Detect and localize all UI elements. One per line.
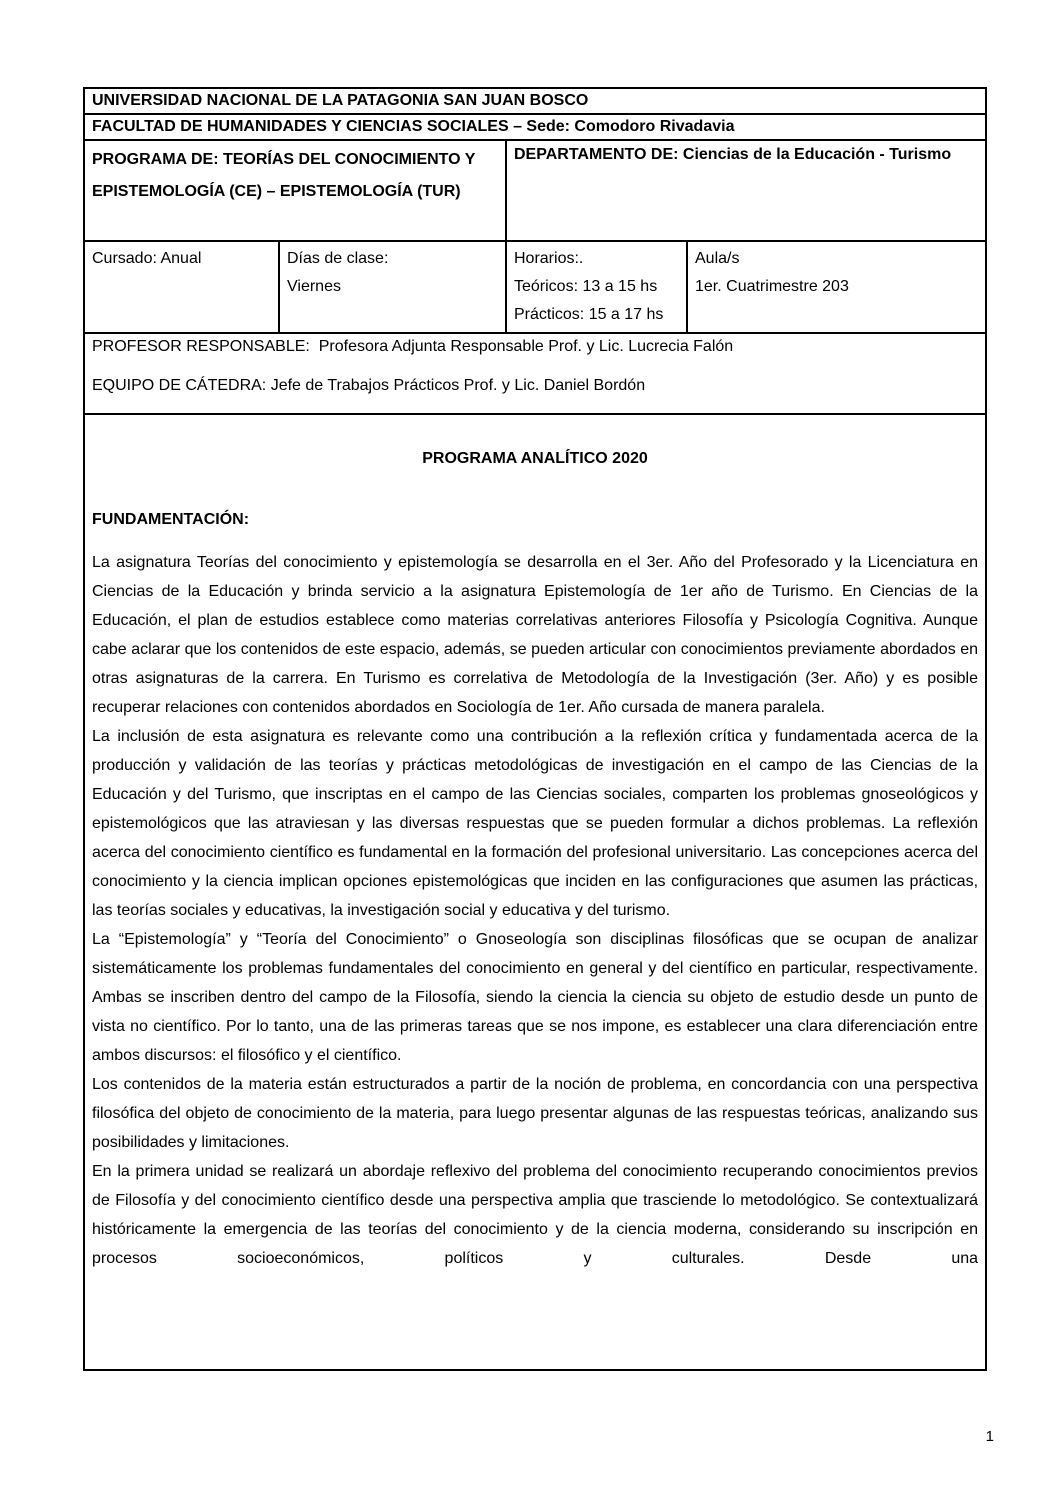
page-number: 1: [985, 1428, 994, 1445]
teaching-team: EQUIPO DE CÁTEDRA: Jefe de Trabajos Prácticos Prof. y Lic. Daniel Bordón: [92, 377, 646, 394]
faculty-name: FACULTAD DE HUMANIDADES Y CIENCIAS SOCIALES – Sede: Comodoro Rivadavia: [84, 114, 986, 140]
classroom-value: 1er. Cuatrimestre 203: [695, 278, 849, 295]
class-days-value: Viernes: [287, 278, 341, 295]
hours-cell: [506, 241, 687, 333]
paragraph: La asignatura Teorías del conocimiento y epistemología se desarrolla en el 3er. Año del Profesorado y la Licenciatura en Ciencias de la Educación y brinda servicio a la asignatura Epistemología de 1er año de Turismo. En Ciencias de la Educación, el plan de estudios establece como materias correlativas anteriores Filosofía y Psicología Cognitiva. Aunque cabe aclarar que los contenidos de este espacio, además, se pueden articular con conocimientos previamente abordados en otras asignaturas de la carrera. En Turismo es correlativa de Metodología de la Investigación (3er. Año) y es posible recuperar relaciones con contenidos abordados en Sociología de 1er. Año cursada de manera paralela.: [92, 554, 979, 716]
schedule-row: [84, 241, 986, 333]
program-title: PROGRAMA DE: TEORÍAS DEL CONOCIMIENTO Y EPISTEMOLOGÍA (CE) – EPISTEMOLOGÍA (TUR): [84, 140, 506, 241]
program-department-row: [84, 140, 986, 241]
classroom-cell: [687, 241, 986, 333]
classroom-label: Aula/s: [695, 250, 740, 267]
class-days-label: Días de clase:: [287, 250, 389, 267]
cursado-cell: [84, 241, 279, 333]
cursado-value: Cursado: Anual: [92, 250, 202, 267]
staff-row: [84, 333, 986, 414]
paragraph: Los contenidos de la materia están estructurados a partir de la noción de problema, en concordancia con una perspectiva filosófica del objeto de conocimiento de la materia, para luego presentar algunas de las respuestas teóricas, analizando sus posibilidades y limitaciones.: [92, 1076, 979, 1151]
hours-label: Horarios:.: [514, 250, 584, 267]
hours-practice: Prácticos: 15 a 17 hs: [514, 306, 664, 323]
program-body-cell: [84, 414, 986, 1370]
university-row: [84, 88, 986, 114]
program-body-row: [84, 414, 986, 1370]
class-days-cell: [279, 241, 506, 333]
fundamentacion-text: [92, 548, 978, 1273]
department-name: DEPARTAMENTO DE: Ciencias de la Educación - Turismo: [506, 140, 986, 241]
university-name: UNIVERSIDAD NACIONAL DE LA PATAGONIA SAN JUAN BOSCO: [84, 88, 986, 114]
paragraph: La inclusión de esta asignatura es relevante como una contribución a la reflexión crítica y fundamentada acerca de la producción y validación de las teorías y prácticas metodológicas de investigación en el campo de las Ciencias de la Educación y del Turismo, que inscriptas en el campo de las Ciencias sociales, comparten los problemas gnoseológicos y epistemológicos que las atraviesan y las diversas respuestas que se pueden formular a dichos problemas. La reflexión acerca del conocimiento científico es fundamental en la formación del profesional universitario. Las concepciones acerca del conocimiento y la ciencia implican opciones epistemológicas que inciden en las configuraciones que asumen las prácticas, las teorías sociales y educativas, la investigación social y educativa y del turismo.: [92, 728, 979, 919]
fundamentacion-heading: FUNDAMENTACIÓN:: [92, 511, 250, 528]
paragraph: En la primera unidad se realizará un abordaje reflexivo del problema del conocimiento recuperando conocimientos previos de Filosofía y del conocimiento científico desde una perspectiva amplia que trasciende lo metodológico. Se contextualizará históricamente la emergencia de las teorías del conocimiento y de la ciencia moderna, considerando su inscripción en procesos socioeconómicos, políticos y culturales. Desde una: [92, 1163, 979, 1267]
faculty-row: [84, 114, 986, 140]
hours-theory: Teóricos: 13 a 15 hs: [514, 278, 658, 295]
staff-cell: [84, 333, 986, 414]
course-info-table: [83, 87, 987, 1371]
paragraph: La “Epistemología” y “Teoría del Conocimiento” o Gnoseología son disciplinas filosóficas que se ocupan de analizar sistemáticamente los problemas fundamentales del conocimiento en general y del científico en particular, respectivamente. Ambas se inscriben dentro del campo de la Filosofía, siendo la ciencia la ciencia su objeto de estudio desde un punto de vista no científico. Por lo tanto, una de las primeras tareas que se nos impone, es establecer una clara diferenciación entre ambos discursos: el filosófico y el científico.: [92, 931, 979, 1064]
analytic-program-title: PROGRAMA ANALÍTICO 2020: [422, 450, 648, 467]
professor-responsible: PROFESOR RESPONSABLE: Profesora Adjunta Responsable Prof. y Lic. Lucrecia Falón: [92, 338, 734, 355]
